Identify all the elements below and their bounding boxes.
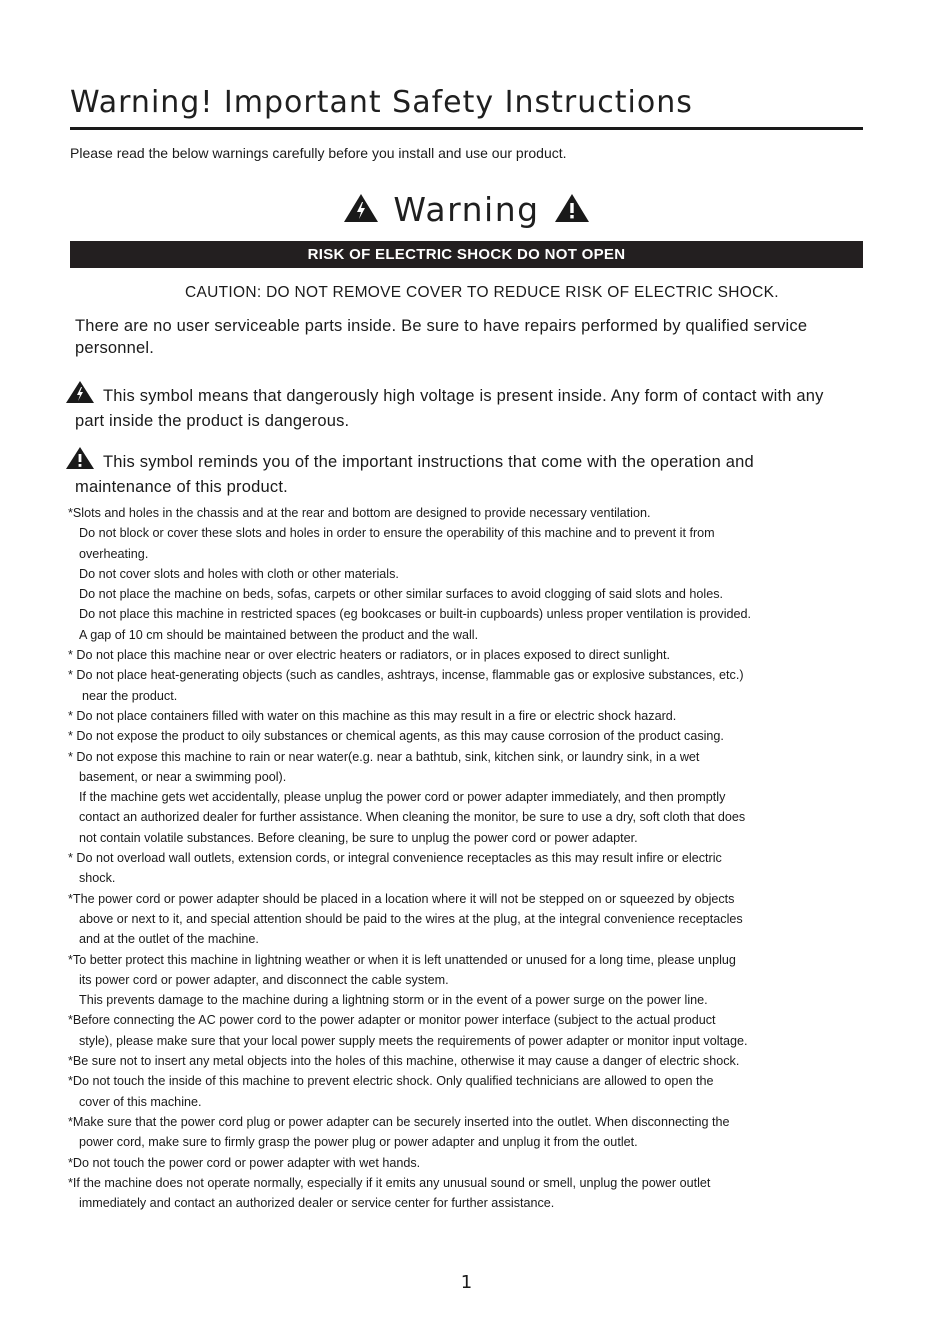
- paragraph-line: part inside the product is dangerous.: [75, 412, 350, 430]
- list-item: and at the outlet of the machine.: [79, 932, 259, 947]
- page-title: Warning! Important Safety Instructions: [70, 85, 693, 120]
- paragraph-line: personnel.: [75, 339, 155, 357]
- list-item: *Do not touch the power cord or power adapter with wet hands.: [68, 1155, 421, 1170]
- list-item: *If the machine does not operate normally, especially if it emits any unusual sound or smell, unplug the power outlet: [68, 1175, 711, 1190]
- list-item: * Do not overload wall outlets, extension cords, or integral convenience receptacles as this may result infire or electric: [68, 851, 722, 866]
- list-item: near the product.: [82, 688, 178, 703]
- warning-heading-text: Warning: [393, 190, 540, 229]
- list-item: If the machine gets wet accidentally, please unplug the power cord or power adapter immediately, and then promptly: [79, 790, 726, 805]
- list-item: *Make sure that the power cord plug or power adapter can be securely inserted into the outlet. When disconnecting the: [68, 1114, 730, 1129]
- paragraph-line: This symbol means that dangerously high voltage is present inside. Any form of contact with any: [103, 387, 824, 405]
- list-item: A gap of 10 cm should be maintained between the product and the wall.: [79, 627, 479, 642]
- list-item: contact an authorized dealer for further assistance. When cleaning the monitor, be sure to use a dry, soft cloth that does: [79, 810, 746, 825]
- list-item: Do not cover slots and holes with cloth or other materials.: [79, 566, 399, 581]
- list-item: basement, or near a swimming pool).: [79, 769, 287, 784]
- list-item: Do not place this machine in restricted spaces (eg bookcases or built-in cupboards) unless proper ventilation is provided.: [79, 607, 752, 622]
- list-item: style), please make sure that your local power supply meets the requirements of power adapter or monitor input voltage.: [79, 1033, 748, 1048]
- warning-heading: [0, 190, 933, 231]
- high-voltage-symbol-icon: [65, 380, 95, 410]
- list-item: * Do not place containers filled with water on this machine as this may result in a fire or electric shock hazard.: [68, 708, 677, 723]
- list-item: cover of this machine.: [79, 1094, 202, 1109]
- list-item: * Do not place this machine near or over electric heaters or radiators, or in places exposed to direct sunlight.: [68, 648, 671, 663]
- list-item: immediately and contact an authorized dealer or service center for further assistance.: [79, 1196, 555, 1211]
- paragraph-line: maintenance of this product.: [75, 478, 288, 496]
- list-item: * Do not expose this machine to rain or near water(e.g. near a bathtub, sink, kitchen sink, or laundry sink, in a wet: [68, 749, 700, 764]
- list-item: *Be sure not to insert any metal objects into the holes of this machine, otherwise it may cause a danger of electric shock.: [68, 1054, 740, 1069]
- list-item: not contain volatile substances. Before cleaning, be sure to unplug the power cord or power adapter.: [79, 830, 638, 845]
- page-number: 1: [460, 1272, 473, 1293]
- paragraph-high-voltage: [75, 380, 875, 432]
- title-divider: [70, 127, 863, 130]
- list-item: * Do not expose the product to oily substances or chemical agents, as this may cause corrosion of the product casing.: [68, 729, 724, 744]
- list-item: its power cord or power adapter, and disconnect the cable system.: [79, 972, 449, 987]
- list-item: * Do not place heat-generating objects (such as candles, ashtrays, incense, flammable gas or explosive substances, etc.): [68, 668, 744, 683]
- list-item: above or next to it, and special attention should be paid to the wires at the plug, at the integral convenience receptacles: [79, 911, 743, 926]
- list-item: Do not block or cover these slots and holes in order to ensure the operability of this machine and to prevent it from: [79, 526, 715, 541]
- exclamation-warning-icon: [554, 192, 590, 231]
- list-item: power cord, make sure to firmly grasp the power plug or power adapter and unplug it from the outlet.: [79, 1135, 638, 1150]
- list-item: shock.: [79, 871, 116, 886]
- paragraph-instructions: [75, 446, 875, 498]
- list-item: This prevents damage to the machine during a lightning storm or in the event of a power surge on the power line.: [79, 993, 708, 1008]
- paragraph-service: [75, 315, 875, 359]
- list-item: *Do not touch the inside of this machine to prevent electric shock. Only qualified technicians are allowed to open the: [68, 1074, 714, 1089]
- list-item: *To better protect this machine in lightning weather or when it is left unattended or unused for a long time, please unplug: [68, 952, 736, 967]
- high-voltage-warning-icon: [343, 192, 379, 231]
- risk-banner: RISK OF ELECTRIC SHOCK DO NOT OPEN: [70, 241, 863, 268]
- paragraph-line: This symbol reminds you of the important instructions that come with the operation and: [103, 453, 754, 471]
- paragraph-line: There are no user serviceable parts inside. Be sure to have repairs performed by qualified service: [75, 317, 808, 335]
- intro-text: Please read the below warnings carefully before you install and use our product.: [70, 145, 567, 161]
- caution-text: CAUTION: DO NOT REMOVE COVER TO REDUCE RISK OF ELECTRIC SHOCK.: [185, 284, 779, 301]
- list-item: *Slots and holes in the chassis and at the rear and bottom are designed to provide necessary ventilation.: [68, 506, 651, 520]
- exclamation-symbol-icon: [65, 446, 95, 476]
- list-item: *The power cord or power adapter should be placed in a location where it will not be stepped on or squeezed by objects: [68, 891, 735, 906]
- list-item: overheating.: [79, 546, 149, 561]
- list-item: Do not place the machine on beds, sofas, carpets or other similar surfaces to avoid clogging of said slots and holes.: [79, 587, 724, 602]
- list-item: *Before connecting the AC power cord to the power adapter or monitor power interface (subject to the actual product: [68, 1013, 716, 1028]
- safety-list: [68, 503, 868, 1213]
